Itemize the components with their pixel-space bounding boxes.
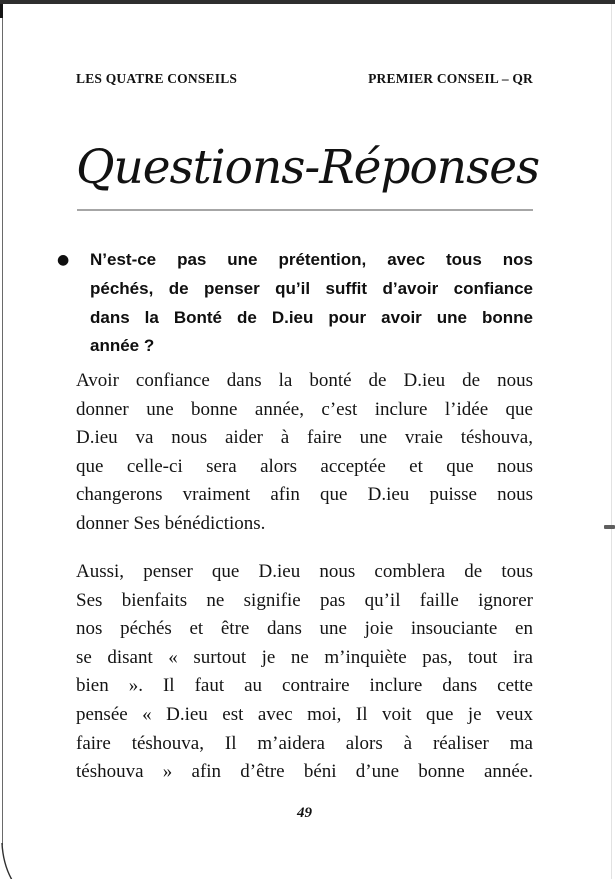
text-line: que celle-ci sera alors acceptée et que nous <box>76 455 533 477</box>
text-line: nos péchés et être dans une joie insouciante en <box>76 618 533 640</box>
text-line: changerons vraiment afin que D.ieu puisse nous <box>76 484 533 506</box>
question-text <box>90 246 533 361</box>
running-header-book-title: LES QUATRE CONSEILS <box>76 71 238 86</box>
text-line: pensée « D.ieu est avec moi, Il voit que je veux <box>76 703 533 725</box>
answer-paragraph-1 <box>76 367 533 539</box>
running-header-chapter: PREMIER CONSEIL – QR <box>368 71 533 86</box>
left-page-edge <box>2 18 3 845</box>
text-line: bien ». Il faut au contraire inclure dans cette <box>76 675 533 697</box>
bullet-icon: ● <box>57 252 70 268</box>
text-line: se disant « surtout je ne m’inquiète pas, tout ira <box>76 646 533 668</box>
text-line: faire téshouva, Il m’aidera alors à réaliser ma <box>76 732 533 754</box>
left-edge-notch <box>0 4 3 18</box>
text-line: D.ieu va nous aider à faire une vraie téshouva, <box>76 427 533 449</box>
text-line: année ? <box>90 336 155 356</box>
title-divider <box>77 209 533 211</box>
top-edge-bar <box>0 0 615 4</box>
text-line: téshouva » afin d’être béni d’une bonne année. <box>76 761 533 783</box>
right-page-edge <box>611 4 612 879</box>
text-line: Avoir confiance dans la bonté de D.ieu de nous <box>76 370 533 391</box>
answer-paragraph-2 <box>76 558 533 787</box>
text-line: dans la Bonté de D.ieu pour avoir une bonne <box>90 307 533 327</box>
text-line: donner une bonne année, c’est inclure l’idée que <box>76 398 533 420</box>
question-block <box>57 246 533 361</box>
text-line: Aussi, penser que D.ieu nous comblera de tous <box>76 561 533 582</box>
text-line: Ses bienfaits ne signifie pas qu’il faille ignorer <box>76 589 533 611</box>
text-line: donner Ses bénédictions. <box>76 512 266 534</box>
page-number: 49 <box>297 805 312 821</box>
scrollbar-thumb[interactable] <box>604 525 615 529</box>
text-line: péchés, de penser qu’il suffit d’avoir confiance <box>90 278 533 298</box>
chapter-title: Questions-Réponses <box>76 140 540 195</box>
running-header <box>76 71 533 87</box>
text-line: N’est-ce pas une prétention, avec tous nos <box>90 250 533 269</box>
page-curl[interactable] <box>0 841 30 879</box>
